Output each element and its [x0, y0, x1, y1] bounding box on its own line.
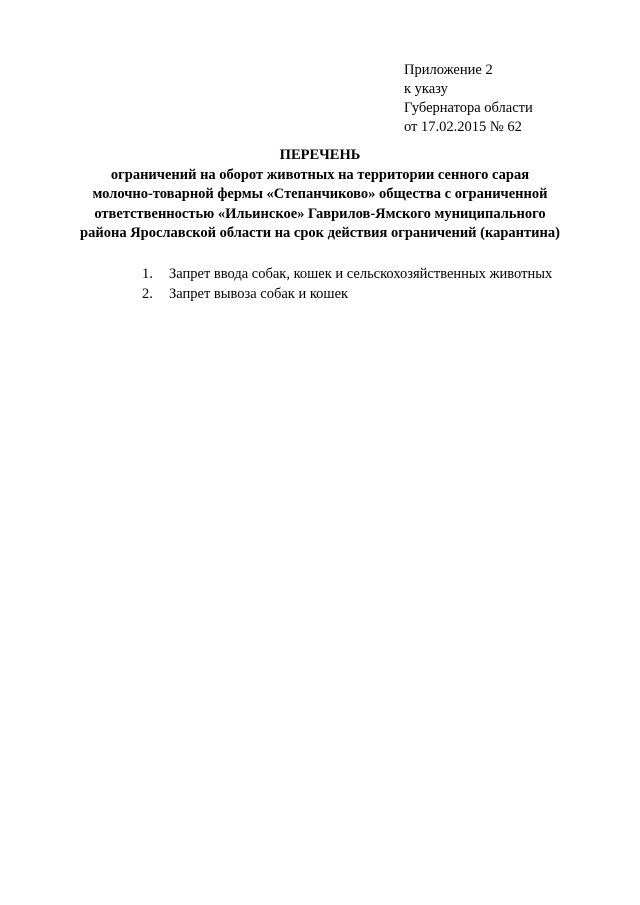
appendix-number: Приложение 2 — [404, 62, 493, 78]
list-item-text: Запрет вывоза собак и кошек — [169, 285, 349, 302]
list-item-number: 1. — [142, 266, 153, 282]
appendix-date: от 17.02.2015 № 62 — [404, 119, 522, 135]
title-line: ответственностью «Ильинское» Гаврилов-Ямского муниципального — [94, 205, 546, 222]
title-line: молочно-товарной фермы «Степанчиково» общества с ограниченной — [92, 186, 548, 202]
appendix-authority: Губернатора области — [404, 100, 533, 116]
title-line: района Ярославской области на срок действия ограничений (карантина) — [80, 225, 560, 241]
title-line: ограничений на оборот животных на территории сенного сарая — [110, 166, 530, 183]
appendix-reference — [404, 61, 533, 137]
list-item-number: 2. — [142, 285, 153, 302]
list-item-text: Запрет ввода собак, кошек и сельскохозяйственных животных — [169, 266, 553, 282]
document-title — [40, 146, 600, 244]
title-heading: ПЕРЕЧЕНЬ — [279, 147, 361, 163]
appendix-decree: к указу — [404, 81, 448, 97]
